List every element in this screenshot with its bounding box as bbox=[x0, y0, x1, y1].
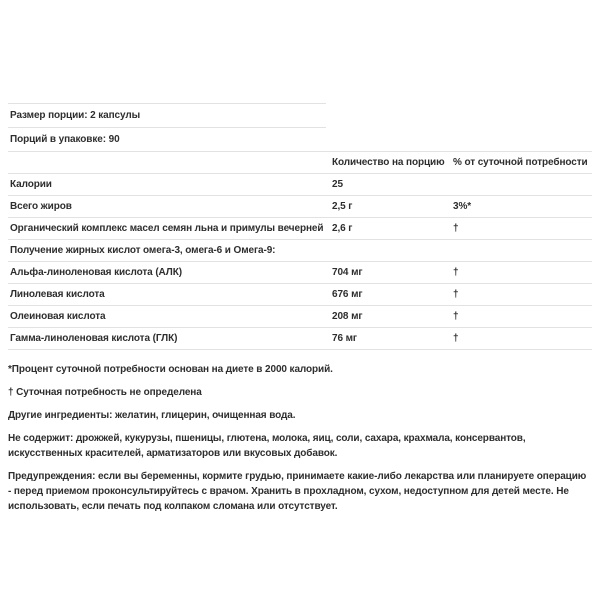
nutrient-name: Всего жиров bbox=[10, 201, 72, 212]
table-row bbox=[8, 261, 592, 283]
other-ingredients-text: Другие ингредиенты: желатин, глицерин, очищенная вода. bbox=[8, 410, 296, 421]
nutrient-name: Линолевая кислота bbox=[10, 289, 105, 300]
amount-value: 76 мг bbox=[332, 333, 357, 344]
table-header-row bbox=[8, 151, 592, 173]
warnings-text: Предупреждения: если вы беременны, кормите грудью, принимаете какие-либо лекарства или планируете операцию - перед приемом проконсультируйтесь с врачом. Хранить в прохладном, сухом, недоступном для детей месте. Не использовать, если печать под колпаком сломана или отсутствует. bbox=[8, 471, 587, 512]
serving-info-box bbox=[8, 103, 326, 151]
amount-value: 704 мг bbox=[332, 267, 363, 278]
footnotes-section bbox=[8, 362, 592, 514]
serving-size-text: Размер порции: 2 капсулы bbox=[10, 110, 141, 121]
table-row bbox=[8, 195, 592, 217]
nutrient-name: Органический комплекс масел семян льна и примулы вечерней bbox=[10, 223, 324, 234]
table-row bbox=[8, 283, 592, 305]
daily-value: 3%* bbox=[453, 201, 472, 212]
dagger-note: † Суточная потребность не определена bbox=[8, 387, 202, 398]
serving-size-row bbox=[8, 103, 326, 127]
amount-value: 2,6 г bbox=[332, 223, 353, 234]
daily-value: † bbox=[453, 267, 459, 278]
nutrient-name: Альфа-линоленовая кислота (АЛК) bbox=[10, 267, 182, 278]
header-daily-value: % от суточной потребности bbox=[453, 157, 588, 168]
table-body bbox=[8, 173, 592, 349]
table-row bbox=[8, 173, 592, 195]
amount-value: 208 мг bbox=[332, 311, 363, 322]
nutrient-name: Олеиновая кислота bbox=[10, 311, 106, 322]
daily-value: † bbox=[453, 333, 459, 344]
percent-daily-value-note: *Процент суточной потребности основан на диете в 2000 калорий. bbox=[8, 364, 333, 375]
nutrition-facts-table bbox=[8, 151, 592, 350]
supplement-facts-label bbox=[8, 103, 592, 522]
table-row bbox=[8, 327, 592, 349]
table-row bbox=[8, 239, 592, 261]
amount-value: 25 bbox=[332, 179, 343, 190]
amount-value: 676 мг bbox=[332, 289, 363, 300]
daily-value: † bbox=[453, 311, 459, 322]
nutrient-name: Калории bbox=[10, 179, 52, 190]
does-not-contain-text: Не содержит: дрожжей, кукурузы, пшеницы, глютена, молока, яиц, соли, сахара, крахмала, консервантов, искусственных красителей, арматизаторов или вкусовых добавок. bbox=[8, 433, 526, 459]
servings-per-container-text: Порций в упаковке: 90 bbox=[10, 134, 120, 145]
table-row bbox=[8, 305, 592, 327]
daily-value: † bbox=[453, 223, 459, 234]
nutrient-name: Гамма-линоленовая кислота (ГЛК) bbox=[10, 333, 178, 344]
amount-value: 2,5 г bbox=[332, 201, 353, 212]
nutrient-name: Получение жирных кислот омега-3, омега-6 и Омега-9: bbox=[10, 245, 276, 256]
table-row bbox=[8, 217, 592, 239]
header-amount-per-serving: Количество на порцию bbox=[332, 157, 445, 168]
daily-value: † bbox=[453, 289, 459, 300]
servings-per-container-row bbox=[8, 127, 326, 151]
